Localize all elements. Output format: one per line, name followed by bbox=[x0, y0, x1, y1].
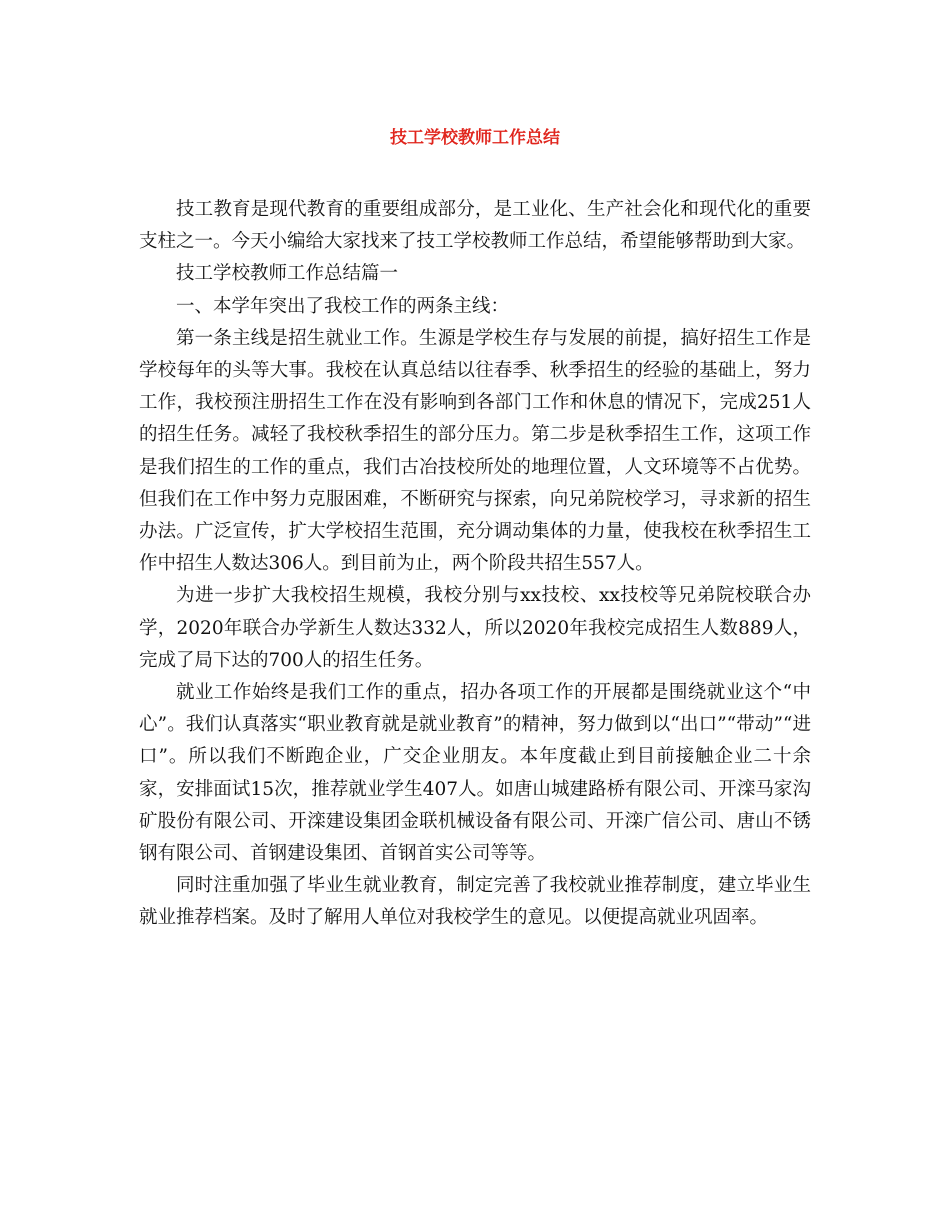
paragraph-enrollment: 第一条主线是招生就业工作。生源是学校生存与发展的前提，搞好招生工作是学校每年的头等大事。我校在认真总结以往春季、秋季招生的经验的基础上，努力工作，我校预注册招生工作在没有影响到各部门工作和休息的情况下，完成251人的招生任务。减轻了我校秋季招生的部分压力。第二步是秋季招生工作，这项工作是我们招生的工作的重点，我们古冶技校所处的地理位置，人文环境等不占优势。但我们在工作中努力克服困难，不断研究与探索，向兄弟院校学习，寻求新的招生办法。广泛宣传，扩大学校招生范围，充分调动集体的力量，使我校在秋季招生工作中招生人数达306人。到目前为止，两个阶段共招生557人。 bbox=[139, 327, 811, 575]
paragraph-intro: 技工教育是现代教育的重要组成部分，是工业化、生产社会化和现代化的重要支柱之一。今天小编给大家找来了技工学校教师工作总结，希望能够帮助到大家。 bbox=[139, 199, 811, 253]
subsection-heading: 一、本学年突出了我校工作的两条主线： bbox=[176, 295, 510, 317]
document-body bbox=[139, 194, 811, 935]
paragraph-joint-schooling: 为进一步扩大我校招生规模，我校分别与xx技校、xx技校等兄弟院校联合办学，2020年联合办学新生人数达332人，所以2020年我校完成招生人数889人，完成了局下达的700人的招生任务。 bbox=[139, 585, 811, 671]
paragraph-employment: 就业工作始终是我们工作的重点，招办各项工作的开展都是围绕就业这个“中心”。我们认真落实“职业教育就是就业教育”的精神，努力做到以“出口”“带动”“进口”。所以我们不断跑企业，广交企业朋友。本年度截止到目前接触企业二十余家，安排面试15次，推荐就业学生407人。如唐山城建路桥有限公司、开滦马家沟矿股份有限公司、开滦建设集团金联机械设备有限公司、开滦广信公司、唐山不锈钢有限公司、首钢建设集团、首钢首实公司等等。 bbox=[139, 682, 811, 865]
page-title: 技工学校教师工作总结 bbox=[390, 128, 560, 148]
section-heading: 技工学校教师工作总结篇一 bbox=[176, 263, 399, 285]
paragraph-graduate-education: 同时注重加强了毕业生就业教育，制定完善了我校就业推荐制度，建立毕业生就业推荐档案。及时了解用人单位对我校学生的意见。以便提高就业巩固率。 bbox=[139, 875, 811, 929]
